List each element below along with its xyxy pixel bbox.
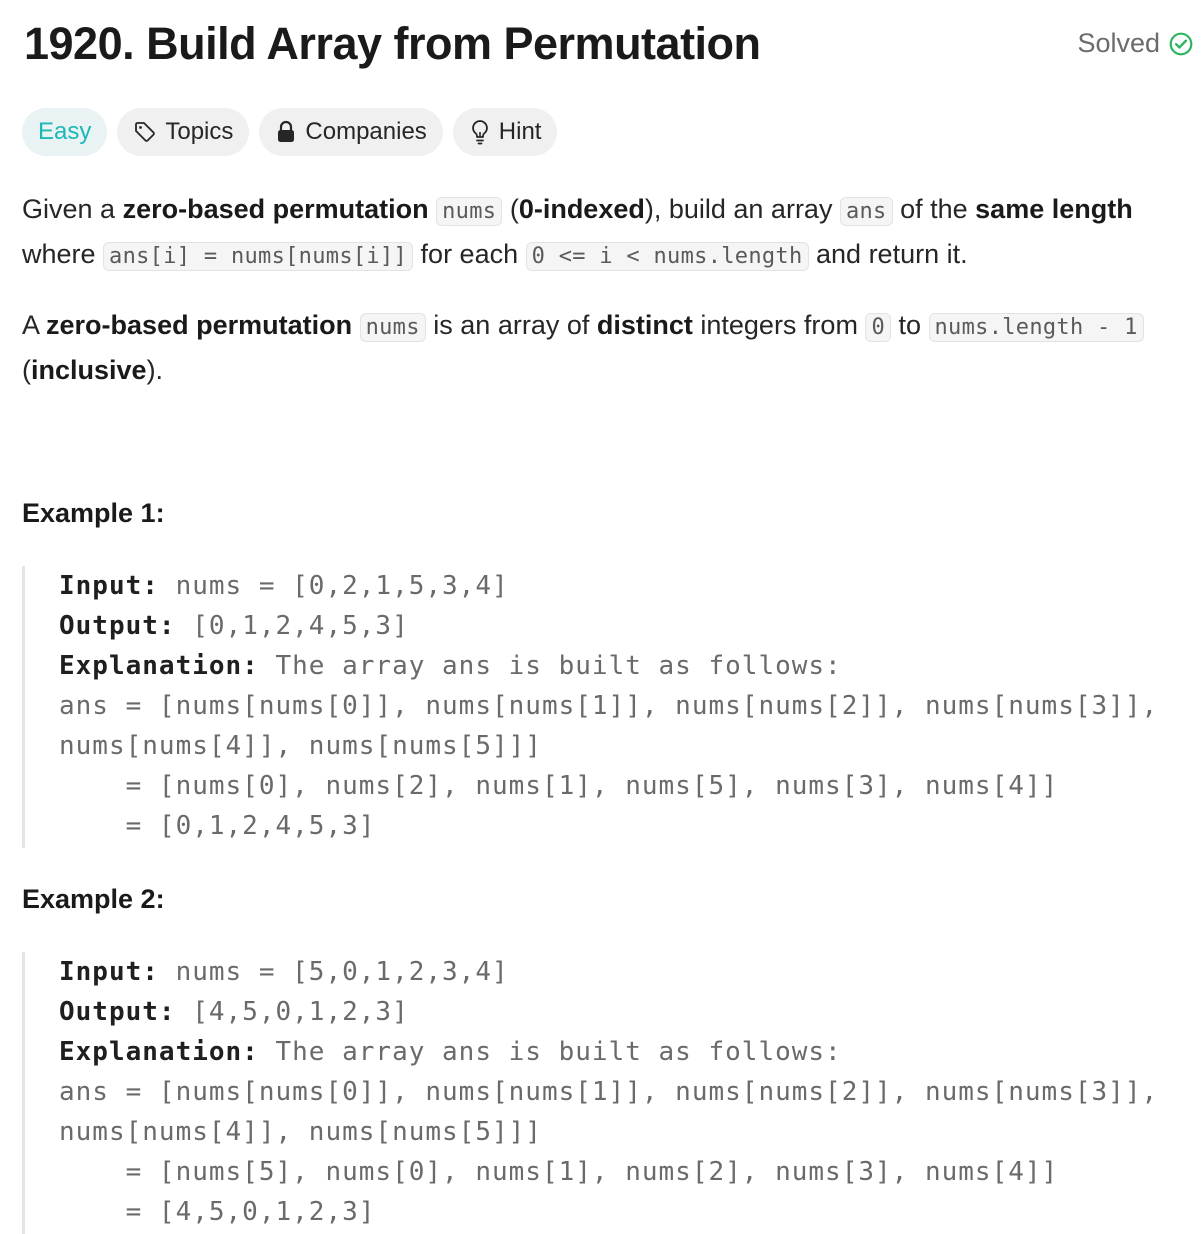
output-value: [0,1,2,4,5,3] bbox=[175, 611, 409, 641]
inline-code: ans[i] = nums[nums[i]] bbox=[103, 242, 413, 271]
text: integers from bbox=[692, 310, 866, 340]
input-value: nums = [5,0,1,2,3,4] bbox=[158, 957, 509, 987]
lightbulb-icon bbox=[469, 119, 491, 145]
inline-code: 0 bbox=[865, 313, 891, 342]
example-1-block bbox=[22, 566, 1182, 848]
inline-code: ans bbox=[840, 197, 893, 226]
difficulty-label: Easy bbox=[38, 118, 92, 145]
text: and return it. bbox=[808, 239, 968, 269]
explanation-line: ans = [nums[nums[0]], nums[nums[1]], nums[nums[2]], nums[nums[3]], bbox=[59, 691, 1159, 721]
text: ( bbox=[22, 355, 31, 385]
explanation-label: Explanation: bbox=[59, 651, 259, 681]
bold-text: 0-indexed bbox=[518, 194, 645, 224]
example-2-heading: Example 2: bbox=[22, 884, 165, 914]
explanation-value: The array ans is built as follows: bbox=[258, 651, 842, 681]
input-value: nums = [0,2,1,5,3,4] bbox=[158, 571, 509, 601]
explanation-line: = [nums[0], nums[2], nums[1], nums[5], nums[3], nums[4]] bbox=[59, 771, 1059, 801]
description-paragraph-1 bbox=[22, 188, 1192, 278]
explanation-value: The array ans is built as follows: bbox=[258, 1037, 842, 1067]
problem-title[interactable]: 1920. Build Array from Permutation bbox=[24, 18, 761, 69]
explanation-line: = [0,1,2,4,5,3] bbox=[59, 811, 376, 841]
difficulty-badge bbox=[22, 108, 107, 156]
solved-status bbox=[1077, 28, 1194, 59]
explanation-line: nums[nums[4]], nums[nums[5]]] bbox=[59, 1117, 542, 1147]
title-row bbox=[22, 14, 1182, 78]
bold-text: same length bbox=[975, 194, 1133, 224]
companies-button[interactable] bbox=[259, 108, 442, 156]
input-label: Input: bbox=[59, 571, 159, 601]
topics-label: Topics bbox=[165, 118, 234, 145]
example-explanation-line bbox=[59, 646, 1182, 686]
bold-text: inclusive bbox=[31, 355, 147, 385]
inline-code: 0 <= i < nums.length bbox=[526, 242, 809, 271]
output-label: Output: bbox=[59, 611, 176, 641]
explanation-label: Explanation: bbox=[59, 1037, 259, 1067]
bold-text: distinct bbox=[596, 310, 693, 340]
text: of the bbox=[892, 194, 976, 224]
text: for each bbox=[413, 239, 526, 269]
explanation-line: nums[nums[4]], nums[nums[5]]] bbox=[59, 731, 542, 761]
example-2-block bbox=[22, 952, 1182, 1234]
text: ( bbox=[502, 194, 519, 224]
explanation-line: ans = [nums[nums[0]], nums[nums[1]], nums[nums[2]], nums[nums[3]], bbox=[59, 1077, 1159, 1107]
example-output-line bbox=[59, 992, 1182, 1032]
text: A bbox=[22, 310, 47, 340]
example-input-line bbox=[59, 566, 1182, 606]
inline-code: nums.length - 1 bbox=[929, 313, 1144, 342]
tag-icon bbox=[133, 120, 157, 144]
text: Given a bbox=[22, 194, 123, 224]
text: where bbox=[22, 239, 104, 269]
inline-code: nums bbox=[436, 197, 502, 226]
explanation-line: = [nums[5], nums[0], nums[1], nums[2], nums[3], nums[4]] bbox=[59, 1157, 1059, 1187]
example-1-heading: Example 1: bbox=[22, 498, 165, 528]
hint-label: Hint bbox=[498, 118, 542, 145]
text: is an array of bbox=[425, 310, 597, 340]
companies-label: Companies bbox=[305, 118, 427, 145]
inline-code: nums bbox=[360, 313, 426, 342]
tag-bar bbox=[22, 108, 557, 156]
description-paragraph-2 bbox=[22, 304, 1192, 391]
explanation-line: = [4,5,0,1,2,3] bbox=[59, 1197, 376, 1227]
hint-button[interactable] bbox=[453, 108, 558, 156]
topics-button[interactable] bbox=[117, 108, 249, 156]
lock-icon bbox=[275, 120, 297, 144]
example-input-line bbox=[59, 952, 1182, 992]
output-label: Output: bbox=[59, 997, 176, 1027]
check-circle-icon bbox=[1168, 31, 1194, 57]
solved-label: Solved bbox=[1077, 28, 1160, 58]
text: ), build an array bbox=[644, 194, 840, 224]
text: to bbox=[890, 310, 929, 340]
input-label: Input: bbox=[59, 957, 159, 987]
example-explanation-line bbox=[59, 1032, 1182, 1072]
bold-text: zero-based permutation bbox=[46, 310, 353, 340]
example-output-line bbox=[59, 606, 1182, 646]
text: ). bbox=[146, 355, 164, 385]
bold-text: zero-based permutation bbox=[122, 194, 429, 224]
output-value: [4,5,0,1,2,3] bbox=[175, 997, 409, 1027]
